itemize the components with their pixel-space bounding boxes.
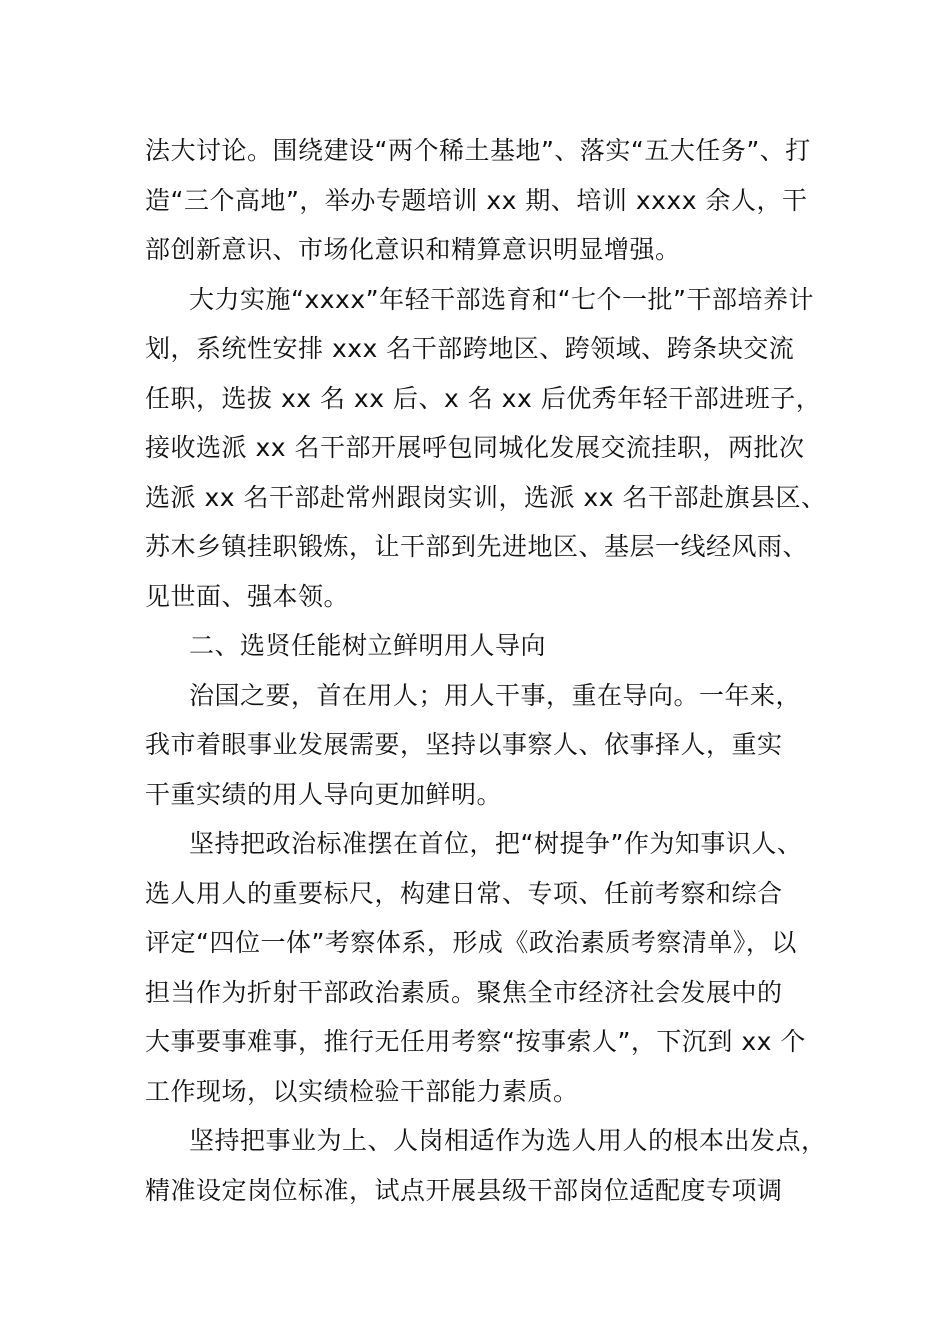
body-line-8: 选派 xx 名干部赴常州跟岗实训，选派 xx 名干部赴旗县区、 <box>145 482 827 512</box>
body-line-15: 坚持把政治标准摆在首位，把“树提争”作为知事识人、 <box>189 829 803 858</box>
body-line-19: 大事要事难事，推行无任用考察“按事索人”，下沉到 xx 个 <box>145 1027 806 1056</box>
document-body <box>145 126 825 1215</box>
body-line-22: 精准设定岗位标准，试点开展县级干部岗位适配度专项调 <box>145 1175 783 1205</box>
body-line-5: 划，系统性安排 xxx 名干部跨地区、跨领域、跨条块交流 <box>145 334 795 363</box>
body-line-9: 苏木乡镇挂职锻炼，让干部到先进地区、基层一线经风雨、 <box>145 532 809 561</box>
body-line-20: 工作现场，以实绩检验干部能力素质。 <box>145 1076 579 1106</box>
body-line-18: 担当作为折射干部政治素质。聚焦全市经济社会发展中的 <box>145 977 783 1007</box>
body-line-6: 任职，选拔 xx 名 xx 后、x 名 xx 后优秀年轻干部进班子， <box>145 383 822 413</box>
body-line-10: 见世面、强本领。 <box>145 581 350 611</box>
body-line-21: 坚持把事业为上、人岗相适作为选人用人的根本出发点， <box>189 1126 827 1155</box>
body-line-1: 法大讨论。围绕建设“两个稀土基地”、落实“五大任务”、打 <box>145 136 811 165</box>
body-line-3: 部创新意识、市场化意识和精算意识明显增强。 <box>145 235 681 264</box>
section-heading: 二、选贤任能树立鲜明用人导向 <box>189 631 547 660</box>
body-line-7: 接收选派 xx 名干部开展呼包同城化发展交流挂职，两批次 <box>145 433 805 462</box>
body-line-12: 治国之要，首在用人；用人干事，重在导向。一年来， <box>189 680 802 710</box>
body-line-2: 造“三个高地”，举办专题培训 xx 期、培训 xxxx 余人，干 <box>145 185 808 215</box>
body-line-4: 大力实施“xxxx”年轻干部选育和“七个一批”干部培养计 <box>189 284 814 314</box>
body-line-17: 评定“四位一体”考察体系，形成《政治素质考察清单》，以 <box>145 928 797 957</box>
body-line-16: 选人用人的重要标尺，构建日常、专项、任前考察和综合 <box>145 878 783 908</box>
body-line-13: 我市着眼事业发展需要，坚持以事察人、依事择人，重实 <box>145 730 783 759</box>
body-line-14: 干重实绩的用人导向更加鲜明。 <box>145 779 503 809</box>
